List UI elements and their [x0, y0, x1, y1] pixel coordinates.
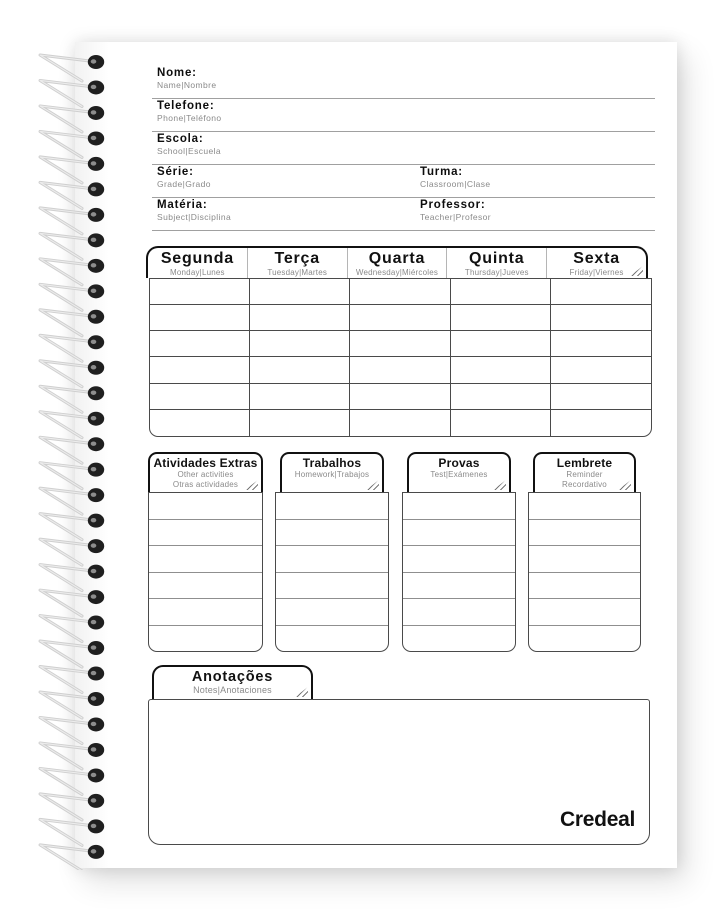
category-box [148, 452, 263, 652]
schedule-cell [350, 279, 450, 305]
category-sublabel: Other activities [177, 470, 234, 479]
category-box-body [528, 492, 641, 652]
day-header [247, 248, 347, 278]
day-sublabel: Wednesday|Miércoles [355, 268, 439, 277]
writing-line-row [403, 493, 515, 519]
field-sublabel: School|Escuela [157, 146, 222, 156]
writing-line-row [403, 572, 515, 599]
category-sublabel: Otras actividades [172, 479, 239, 489]
day-title: Segunda [160, 250, 234, 267]
writing-line-row [403, 545, 515, 572]
schedule-cell [451, 384, 551, 410]
category-sublabel: Recordativo [562, 479, 607, 489]
writing-line-row [529, 572, 640, 599]
schedule-cell [451, 279, 551, 305]
day-sublabel: Monday|Lunes [170, 268, 225, 277]
info-field [157, 67, 217, 90]
writing-line-row [403, 519, 515, 546]
schedule-cell [150, 357, 250, 383]
category-box [528, 452, 641, 652]
info-field [157, 199, 231, 222]
schedule-cell [250, 305, 350, 331]
writing-line-row [529, 625, 640, 652]
day-title: Quinta [469, 250, 525, 267]
day-title: Terça [274, 250, 320, 267]
category-title: Atividades Extras [153, 456, 258, 470]
day-header [347, 248, 447, 278]
notes-tab [152, 665, 313, 699]
info-field [157, 100, 222, 123]
field-sublabel: Phone|Teléfono [157, 113, 222, 123]
field-label: Turma: [420, 166, 463, 178]
corner-hatch-decoration [366, 480, 379, 490]
writing-line-row [529, 598, 640, 625]
schedule-cell [451, 410, 551, 436]
info-field [420, 166, 491, 189]
category-box-tab [148, 452, 263, 492]
info-field-row [152, 99, 655, 132]
writing-line-row [276, 493, 388, 519]
schedule-cell [250, 331, 350, 357]
notes-title: Anotações [191, 669, 274, 685]
category-box-body [402, 492, 516, 652]
writing-line-row [276, 625, 388, 652]
schedule-cell [150, 279, 250, 305]
info-field [157, 166, 211, 189]
field-label: Professor: [420, 199, 486, 211]
corner-hatch-decoration [493, 480, 506, 490]
field-label: Série: [157, 166, 194, 178]
schedule-cell [551, 305, 651, 331]
writing-line-row [529, 493, 640, 519]
category-boxes-section [75, 452, 677, 652]
day-header [148, 248, 247, 278]
field-label: Matéria: [157, 199, 208, 211]
category-sublabel: Reminder [566, 470, 603, 479]
category-title: Provas [438, 456, 480, 470]
info-field-row [152, 66, 655, 99]
category-box [275, 452, 389, 652]
notebook-page [75, 42, 677, 868]
info-field-row [152, 165, 655, 198]
schedule-cell [350, 357, 450, 383]
writing-line-row [149, 625, 262, 652]
day-title: Sexta [573, 250, 620, 267]
info-field-row [152, 198, 655, 231]
schedule-cell [451, 357, 551, 383]
schedule-cell [350, 331, 450, 357]
schedule-cell [250, 279, 350, 305]
info-field [157, 133, 221, 156]
category-box-tab [533, 452, 636, 492]
field-sublabel: Name|Nombre [157, 80, 217, 90]
field-label: Nome: [157, 67, 197, 79]
schedule-cell [150, 384, 250, 410]
field-sublabel: Subject|Disciplina [157, 212, 232, 222]
schedule-cell [551, 384, 651, 410]
writing-line-row [276, 572, 388, 599]
schedule-cell [551, 357, 651, 383]
schedule-cell [551, 331, 651, 357]
writing-line-row [149, 545, 262, 572]
schedule-cell [451, 305, 551, 331]
week-header-tab [146, 246, 648, 278]
info-field [420, 199, 491, 222]
category-box [402, 452, 516, 652]
schedule-cell [551, 410, 651, 436]
field-label: Telefone: [157, 100, 215, 112]
writing-line-row [403, 598, 515, 625]
schedule-cell [350, 410, 450, 436]
schedule-cell [350, 305, 450, 331]
writing-line-row [149, 572, 262, 599]
writing-line-row [529, 519, 640, 546]
schedule-cell [150, 305, 250, 331]
field-label: Escola: [157, 133, 204, 145]
schedule-cell [551, 279, 651, 305]
field-sublabel: Classroom|Clase [420, 179, 491, 189]
schedule-cell [250, 357, 350, 383]
info-field-row [152, 132, 655, 165]
day-sublabel: Friday|Viernes [569, 268, 624, 277]
schedule-cell [451, 331, 551, 357]
notes-sublabel: Notes|Anotaciones [193, 685, 272, 695]
brand-logo: Credeal [560, 808, 635, 831]
schedule-cell [150, 331, 250, 357]
writing-line-row [403, 625, 515, 652]
day-sublabel: Thursday|Jueves [464, 268, 529, 277]
writing-line-row [276, 519, 388, 546]
day-sublabel: Tuesday|Martes [267, 268, 328, 277]
writing-line-row [529, 545, 640, 572]
category-box-body [275, 492, 389, 652]
day-header [546, 248, 646, 278]
schedule-cell [250, 384, 350, 410]
category-sublabel: Homework|Trabajos [294, 470, 370, 479]
writing-line-row [149, 598, 262, 625]
spiral-binding [30, 40, 120, 870]
schedule-cell [350, 384, 450, 410]
category-box-tab [280, 452, 384, 492]
field-sublabel: Teacher|Profesor [420, 212, 491, 222]
category-box-body [148, 492, 263, 652]
week-body-grid [149, 278, 652, 437]
student-info-section [75, 42, 677, 242]
day-header [446, 248, 546, 278]
writing-line-row [149, 493, 262, 519]
category-box-tab [407, 452, 511, 492]
category-title: Lembrete [556, 456, 613, 470]
writing-line-row [276, 545, 388, 572]
notes-writing-area [148, 699, 650, 845]
day-title: Quarta [368, 250, 426, 267]
schedule-cell [150, 410, 250, 436]
writing-line-row [149, 519, 262, 546]
field-sublabel: Grade|Grado [157, 179, 211, 189]
writing-line-row [276, 598, 388, 625]
category-sublabel: Test|Exámenes [430, 470, 488, 479]
category-title: Trabalhos [302, 456, 362, 470]
schedule-cell [250, 410, 350, 436]
